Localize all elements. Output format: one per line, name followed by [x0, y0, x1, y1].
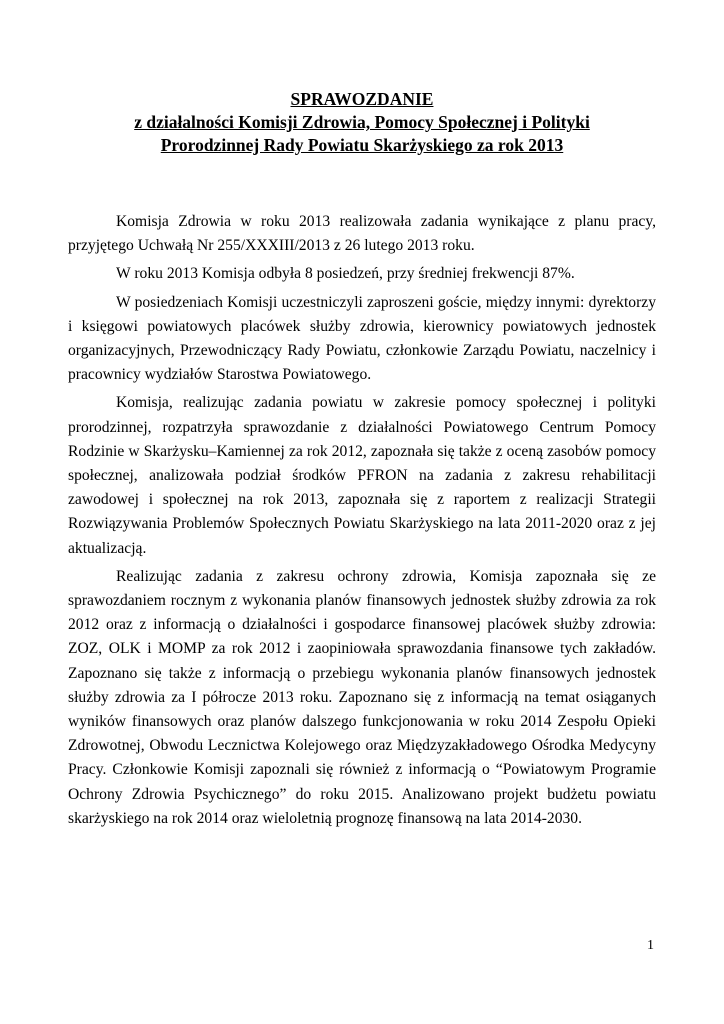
paragraph-social-policy: Komisja, realizując zadania powiatu w zakresie pomocy społecznej i polityki prorodzinnej, rozpatrzyła sprawozdanie z działalności Powiatowego Centrum Pomocy Rodzinie w Skarżysku–Kamiennej za rok 2012, zapoznała się także z oceną zasobów pomocy społecznej, analizowała podział środków PFRON na zadania z zakresu rehabilitacji zawodowej i społecznej na rok 2013, zapoznała się z raportem z realizacji Strategii Rozwiązywania Problemów Społecznych Powiatu Skarżyskiego na lata 2011-2020 oraz z jej aktualizacją. [68, 394, 656, 557]
document-title [60, 88, 664, 157]
title-line-heading: SPRAWOZDANIE [290, 89, 434, 109]
document-body [68, 210, 656, 831]
paragraph-work-plan: Komisja Zdrowia w roku 2013 realizowała zadania wynikające z planu pracy, przyjętego Uchwałą Nr 255/XXXIII/2013 z 26 lutego 2013 roku. [68, 213, 656, 255]
title-line-subject: z działalności Komisji Zdrowia, Pomocy Społecznej i Polityki [134, 112, 590, 132]
title-line-subject-cont: Prorodzinnej Rady Powiatu Skarżyskiego za rok 2013 [160, 135, 564, 155]
paragraph-meetings: W roku 2013 Komisja odbyła 8 posiedzeń, przy średniej frekwencji 87%. [116, 265, 575, 283]
page-number: 1 [647, 938, 654, 953]
paragraph-guests: W posiedzeniach Komisji uczestniczyli zaproszeni goście, między innymi: dyrektorzy i księgowi powiatowych placówek służby zdrowia, kierownicy powiatowych jednostek organizacyjnych, Przewodniczący Rady Powiatu, członkowie Zarządu Powiatu, naczelnicy i pracownicy wydziałów Starostwa Powiatowego. [68, 293, 656, 384]
paragraph-health-care: Realizując zadania z zakresu ochrony zdrowia, Komisja zapoznała się ze sprawozdaniem rocznym z wykonania planów finansowych jednostek służby zdrowia za rok 2012 oraz z informacją o działalności i gospodarce finansowej placówek służby zdrowia: ZOZ, OLK i MOMP za rok 2012 i zaopiniowała sprawozdania finansowe tych zakładów. Zapoznano się także z informacją o przebiegu wykonania planów finansowych jednostek służby zdrowia za I półrocze 2013 roku. Zapoznano się z informacją na temat osiąganych wyników finansowych oraz planów dalszego funkcjonowania w roku 2014 Zespołu Opieki Zdrowotnej, Obwodu Lecznictwa Kolejowego oraz Międzyzakładowego Ośrodka Medycyny Pracy. Członkowie Komisji zapoznali się również z informacją o “Powiatowym Programie Ochrony Zdrowia Psychicznego” do roku 2015. Analizowano projekt budżetu powiatu skarżyskiego na rok 2014 oraz wieloletnią prognozę finansową na lata 2014-2030. [68, 567, 656, 827]
